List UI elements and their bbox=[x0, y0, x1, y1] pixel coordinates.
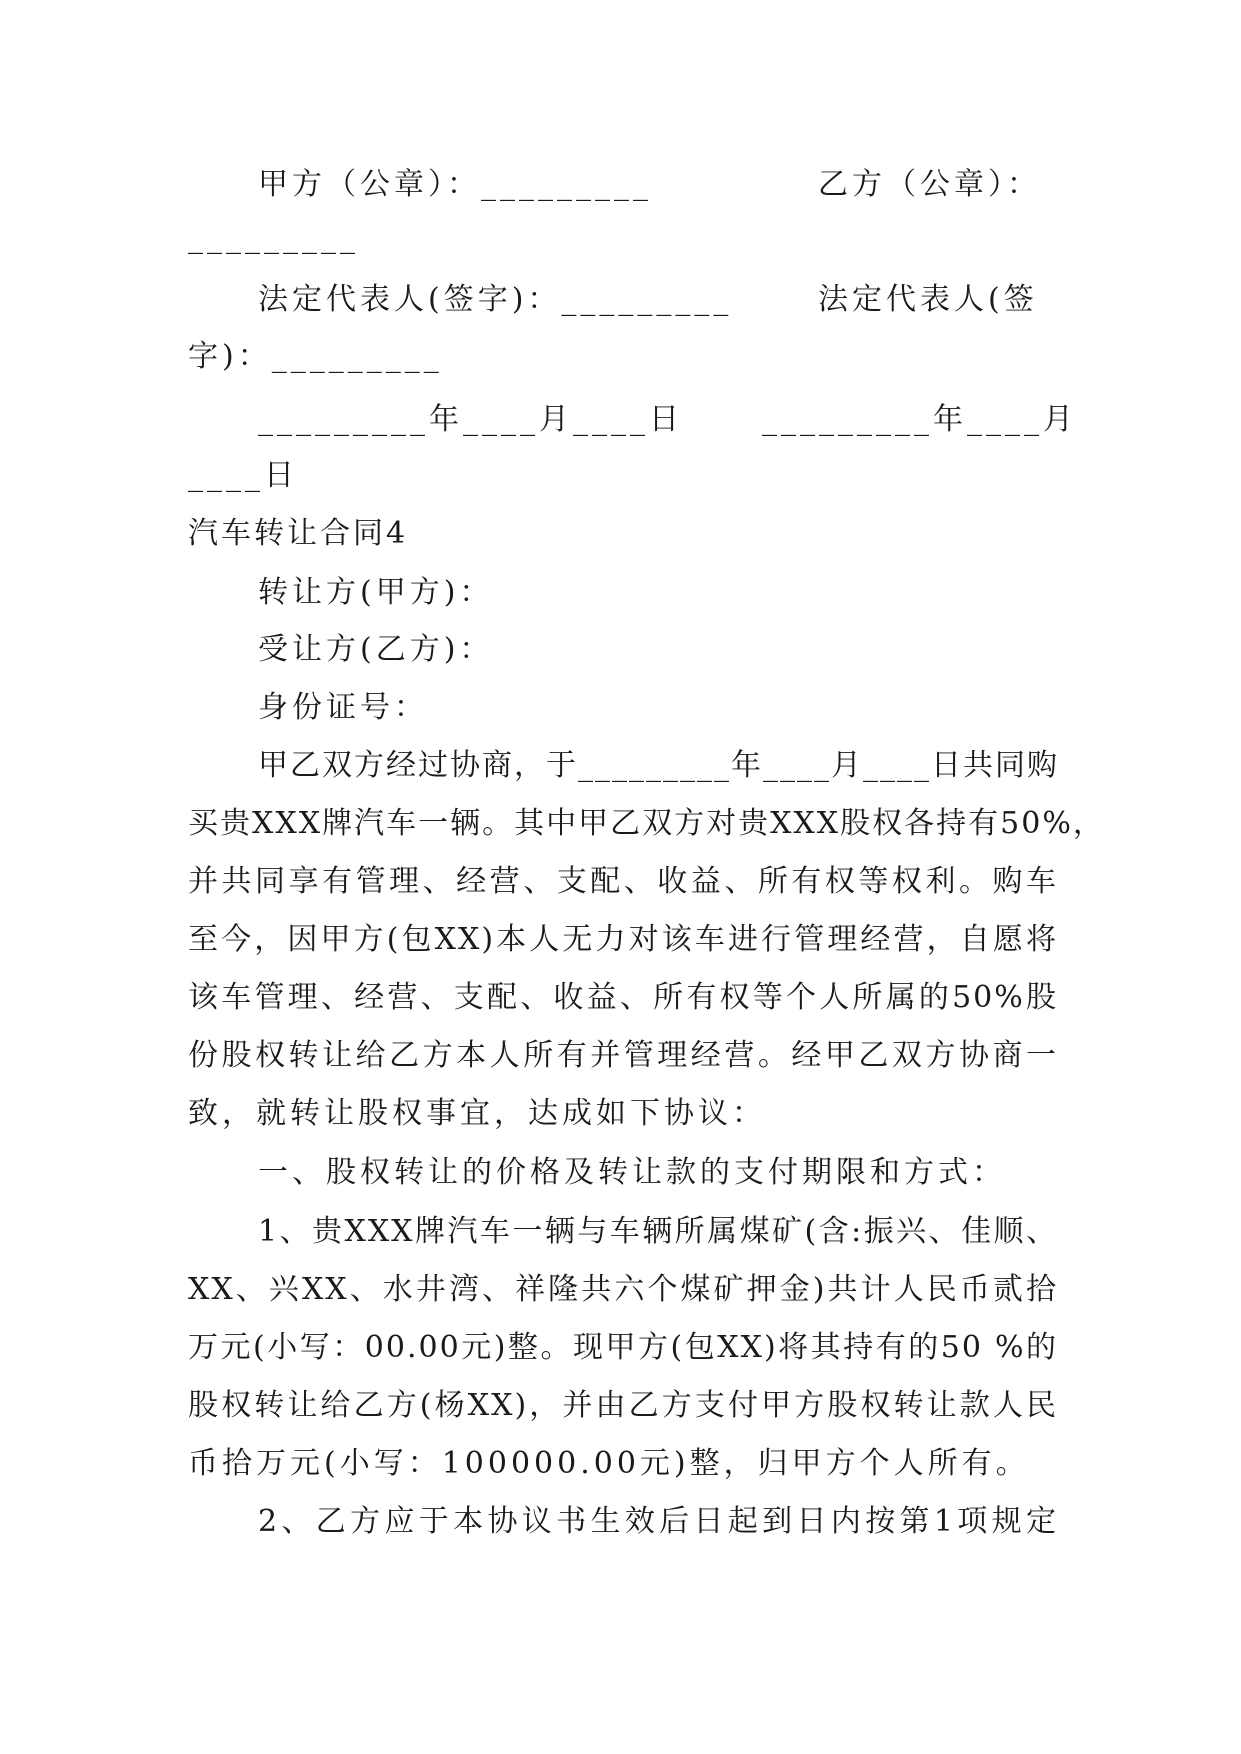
item-1-line: 万元(小写：00.00元)整。现甲方(包XX)将其持有的50 %的 bbox=[188, 1330, 1058, 1365]
rep-b-end: 字)：_________ bbox=[188, 339, 443, 374]
rep-b-start: 法定代表人(签 bbox=[818, 282, 1038, 317]
date-a: _________年____月____日 bbox=[258, 402, 683, 437]
rep-a-line bbox=[258, 280, 758, 320]
date-b-end: ____日 bbox=[188, 458, 298, 493]
item-1-line: 1、贵XXX牌汽车一辆与车辆所属煤矿(含:振兴、佳顺、 bbox=[258, 1214, 1058, 1249]
body-line: 致，就转让股权事宜，达成如下协议： bbox=[188, 1096, 766, 1131]
date-b-line bbox=[762, 400, 1077, 440]
contract-title: 汽车转让合同4 bbox=[188, 516, 409, 551]
body-line: 并共同享有管理、经营、支配、收益、所有权等权利。购车 bbox=[188, 864, 1058, 899]
party-b-seal-line bbox=[818, 165, 1058, 205]
party-a-seal: 甲方（公章）：_________ bbox=[258, 167, 652, 202]
item-1-line: XX、兴XX、水井湾、祥隆共六个煤矿押金)共计人民币贰拾 bbox=[188, 1272, 1058, 1307]
party-b-seal: 乙方（公章）： bbox=[818, 167, 1041, 202]
body-line: 份股权转让给乙方本人所有并管理经营。经甲乙双方协商一 bbox=[188, 1038, 1058, 1073]
rep-a: 法定代表人(签字)：_________ bbox=[258, 282, 733, 317]
item-1-line: 币拾万元(小写：100000.00元)整，归甲方个人所有。 bbox=[188, 1446, 1030, 1481]
body-line: 甲乙双方经过协商，于_________年____月____日共同购 bbox=[258, 748, 1059, 783]
rep-b-end-line bbox=[188, 337, 1058, 377]
item-1-line: 股权转让给乙方(杨XX)，并由乙方支付甲方股权转让款人民 bbox=[188, 1388, 1058, 1423]
body-line: 买贵XXX牌汽车一辆。其中甲乙双方对贵XXX股权各持有50%， bbox=[188, 806, 1105, 841]
date-b-end-line bbox=[188, 456, 1058, 496]
party-b-seal-blank-line bbox=[188, 218, 1058, 258]
body-line: 该车管理、经营、支配、收益、所有权等个人所属的50%股 bbox=[188, 980, 1058, 1015]
item-2-line: 2、乙方应于本协议书生效后日起到日内按第1项规定 bbox=[258, 1504, 1058, 1539]
body-line: 至今，因甲方(包XX)本人无力对该车进行管理经营，自愿将 bbox=[188, 922, 1058, 957]
date-b: _________年____月 bbox=[762, 402, 1077, 437]
date-a-line bbox=[258, 400, 758, 440]
party-b-seal-blank: _________ bbox=[188, 220, 359, 255]
section-1-heading: 一、股权转让的价格及转让款的支付期限和方式： bbox=[258, 1155, 1006, 1190]
rep-b-line bbox=[818, 280, 1058, 320]
transferee-line: 受让方(乙方)： bbox=[258, 632, 494, 667]
transferor-line: 转让方(甲方)： bbox=[258, 575, 494, 610]
id-number-line: 身份证号： bbox=[258, 690, 428, 725]
